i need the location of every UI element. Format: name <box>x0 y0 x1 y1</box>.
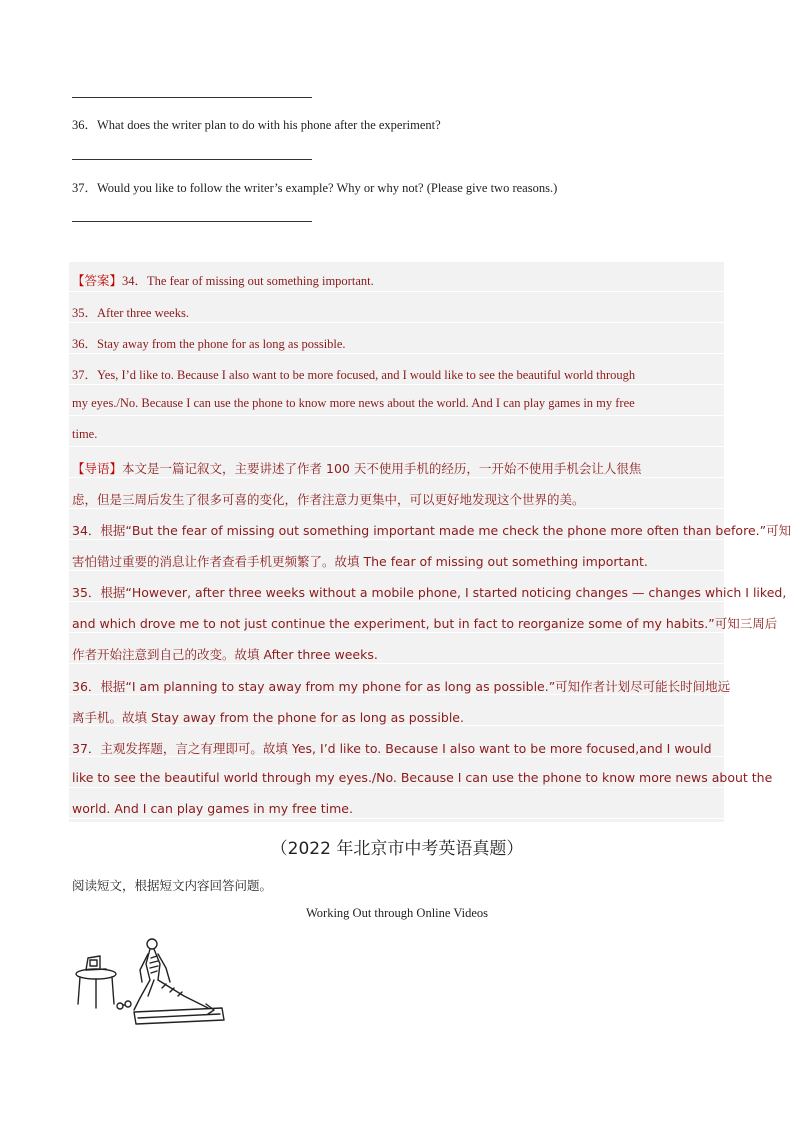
explanation-36-line1: 36．根据“I am planning to stay away from my phone for as long as possible.”可知作者计划尽可能长时间地远 <box>72 679 731 694</box>
answer-label: 【答案】 <box>72 273 123 288</box>
explanation-37-line1: 37．主观发挥题，言之有理即可。故填 Yes, I’d like to. Because I also want to be more focused,and I would <box>72 741 712 756</box>
answer-37-line2: my eyes./No. Because I can use the phone to know more news about the world. And I can play games in my free <box>72 396 635 410</box>
answer-blank-line-36 <box>72 159 312 160</box>
answer-blank-line-37 <box>72 221 312 222</box>
workout-illustration <box>74 936 229 1026</box>
explanation-37-line3: world. And I can play games in my free time. <box>72 801 353 816</box>
section-title: （2022 年北京市中考英语真题） <box>270 839 524 859</box>
answer-35: 35．After three weeks. <box>72 306 189 320</box>
explanation-37-line2: like to see the beautiful world through my eyes./No. Because I can use the phone to know more news about the <box>72 770 773 785</box>
explanation-35-line3: 作者开始注意到自己的改变。故填 After three weeks. <box>72 647 378 662</box>
answer-37-line1: 37．Yes, I’d like to. Because I also want to be more focused, and I would like to see the beautiful world through <box>72 368 636 382</box>
answer-36: 36．Stay away from the phone for as long as possible. <box>72 337 346 351</box>
explanation-35-line2: and which drove me to not just continue the experiment, but in fact to reorganize some of my habits.”可知三周后 <box>72 616 778 631</box>
question-37: 37．Would you like to follow the writer’s example? Why or why not? (Please give two reasons.) <box>72 181 558 195</box>
guide-label: 【导语】 <box>72 461 123 476</box>
reading-instruction: 阅读短文，根据短文内容回答问题。 <box>72 878 273 893</box>
guide-line1: 【导语】本文是一篇记叙文，主要讲述了作者 100 天不使用手机的经历，一开始不使用手机会让人很焦 <box>72 461 642 476</box>
explanation-34-line2: 害怕错过重要的消息让作者查看手机更频繁了。故填 The fear of missing out something important. <box>72 554 648 569</box>
question-36: 36．What does the writer plan to do with his phone after the experiment? <box>72 118 441 132</box>
guide-line2: 虑，但是三周后发生了很多可喜的变化，作者注意力更集中，可以更好地发现这个世界的美。 <box>72 492 585 507</box>
answer-34: 【答案】34．The fear of missing out something important. <box>72 273 374 288</box>
explanation-35-line1: 35．根据“However, after three weeks without a mobile phone, I started noticing changes — changes which I liked, <box>72 585 787 600</box>
explanation-34-line1: 34．根据“But the fear of missing out something important made me check the phone more often than before.”可知 <box>72 523 792 538</box>
answer-37-line3: time. <box>72 427 98 441</box>
passage-title: Working Out through Online Videos <box>305 906 489 920</box>
explanation-36-line2: 离手机。故填 Stay away from the phone for as long as possible. <box>72 710 464 725</box>
answer-blank-line-35 <box>72 97 312 98</box>
